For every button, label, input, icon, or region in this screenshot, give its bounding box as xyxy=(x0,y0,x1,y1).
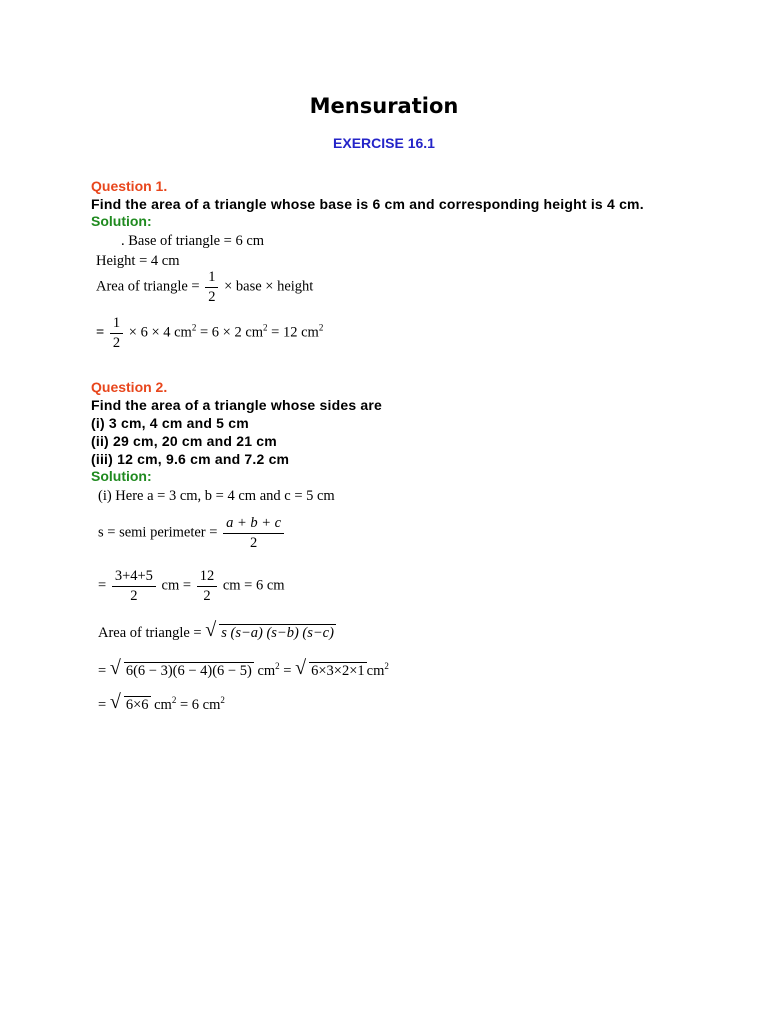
question-2-solution-label: Solution: xyxy=(91,468,152,484)
question-1-solution-label: Solution: xyxy=(91,213,152,229)
q2-given-sides: (i) Here a = 3 cm, b = 4 cm and c = 5 cm xyxy=(98,488,335,504)
square-exponent: 2 xyxy=(318,322,324,333)
exercise-heading: EXERCISE 16.1 xyxy=(333,135,435,151)
question-2-heading: Question 2. xyxy=(91,379,168,395)
q2-semi-perimeter-formula xyxy=(98,516,286,550)
square-exponent: 2 xyxy=(384,661,389,672)
radical-sign-icon: √ xyxy=(205,619,217,641)
square-root xyxy=(109,691,151,713)
calc-result: = 12 cm xyxy=(271,324,319,341)
radicand: 6×3×2×1 xyxy=(311,663,365,679)
square-exponent: 2 xyxy=(220,695,225,706)
half-fraction xyxy=(205,270,218,304)
square-exponent: 2 xyxy=(171,695,177,706)
fraction-numerator: 12 xyxy=(199,568,215,584)
sum-fraction xyxy=(112,569,156,603)
question-2-part-3: (iii) 12 cm, 9.6 cm and 7.2 cm xyxy=(91,451,290,467)
equals-sign: = xyxy=(98,697,107,713)
calc-result: = 6 cm xyxy=(179,697,221,713)
equals-sign: = xyxy=(98,663,107,679)
radical-sign-icon: √ xyxy=(109,657,121,679)
q1-height-line: Height = 4 cm xyxy=(96,253,180,269)
question-2-text: Find the area of a triangle whose sides are xyxy=(91,397,383,413)
twelve-half-fraction xyxy=(197,569,218,603)
question-1-text: Find the area of a triangle whose base is 6 cm and corresponding height is 4 cm. xyxy=(91,196,644,212)
fraction-denominator: 2 xyxy=(110,333,123,351)
calc-step: cm = xyxy=(161,577,192,594)
radicand: 6×6 xyxy=(125,697,149,713)
fraction-denominator: 2 xyxy=(197,586,218,604)
half-fraction xyxy=(110,316,123,350)
square-exponent: 2 xyxy=(275,661,280,672)
q1-area-calculation xyxy=(96,316,323,350)
fraction-numerator: 1 xyxy=(112,315,121,331)
q1-area-rhs: × base × height xyxy=(224,278,314,295)
calc-step-2: = 6 × 2 cm xyxy=(199,324,264,341)
equals-sign: = xyxy=(96,324,105,341)
fraction-numerator: 3+4+5 xyxy=(114,568,153,584)
fraction-numerator: a + b + c xyxy=(226,515,282,531)
square-exponent: 2 xyxy=(191,322,197,333)
unit-text: cm xyxy=(257,663,276,679)
q1-area-label: Area of triangle = xyxy=(96,278,200,295)
radicand: s (s−a) (s−b) (s−c) xyxy=(221,625,334,641)
q1-area-formula xyxy=(96,270,313,304)
q2-heron-formula xyxy=(98,619,336,641)
unit-text: cm xyxy=(154,697,172,713)
fraction-denominator: 2 xyxy=(205,287,218,305)
q2-heron-substitution xyxy=(98,657,389,679)
q2-area-result xyxy=(98,691,225,713)
fraction-denominator: 2 xyxy=(223,533,284,551)
square-root xyxy=(109,657,254,679)
question-2-part-2: (ii) 29 cm, 20 cm and 21 cm xyxy=(91,433,277,449)
square-root xyxy=(205,619,336,641)
equals-sign: = xyxy=(98,577,107,594)
q2-semi-perimeter-calculation xyxy=(98,569,285,603)
calc-step-1: × 6 × 4 cm xyxy=(128,324,192,341)
radical-sign-icon: √ xyxy=(109,691,121,713)
question-1-heading: Question 1. xyxy=(91,178,168,194)
equals-sign: = xyxy=(283,663,292,679)
semi-perimeter-fraction xyxy=(223,516,284,550)
square-root xyxy=(295,657,367,679)
fraction-denominator: 2 xyxy=(112,586,156,604)
question-2-part-1: (i) 3 cm, 4 cm and 5 cm xyxy=(91,415,249,431)
radical-sign-icon: √ xyxy=(295,657,307,679)
page-title: Mensuration xyxy=(309,94,459,118)
calc-result: cm = 6 cm xyxy=(222,577,285,594)
area-label: Area of triangle = xyxy=(98,625,202,641)
semi-perimeter-label: s = semi perimeter = xyxy=(98,524,218,541)
square-exponent: 2 xyxy=(263,322,268,333)
q1-base-line: . Base of triangle = 6 cm xyxy=(121,233,265,249)
radicand: 6(6 − 3)(6 − 4)(6 − 5) xyxy=(125,663,252,679)
fraction-numerator: 1 xyxy=(208,269,216,285)
unit-text: cm xyxy=(366,663,385,679)
